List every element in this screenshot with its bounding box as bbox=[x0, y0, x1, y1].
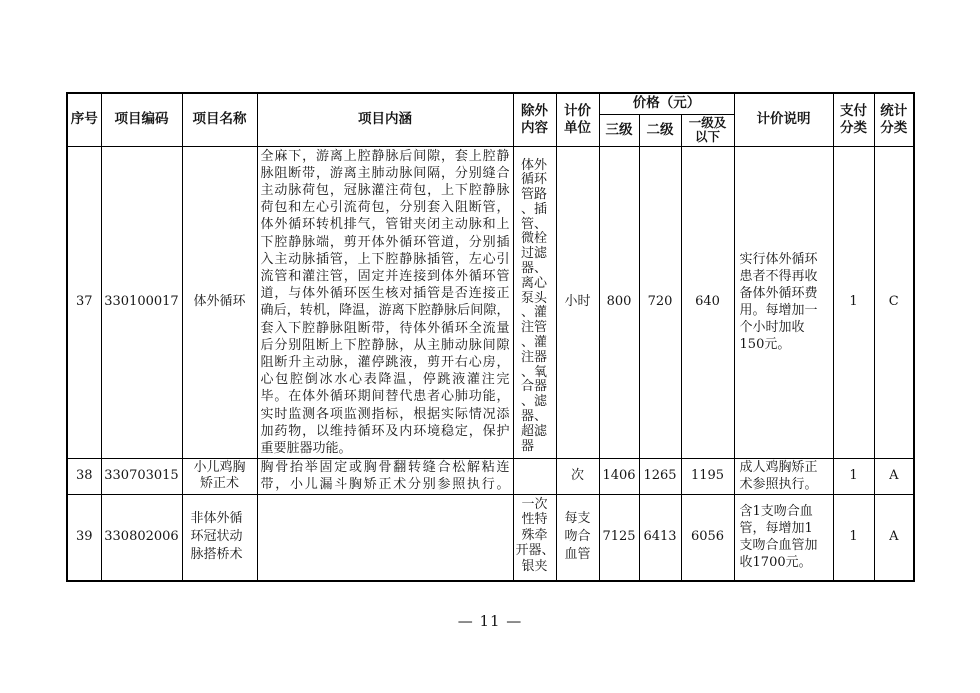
row-stat-class: A bbox=[874, 494, 914, 581]
table-header bbox=[67, 93, 914, 146]
row-name bbox=[182, 458, 257, 494]
row-payment-class: 1 bbox=[833, 458, 874, 494]
name-line: 环冠状动 bbox=[190, 529, 243, 545]
row-price-level1: 640 bbox=[681, 146, 734, 458]
content-line: 阻断升主动脉，灌停跳液，剪开右心房， bbox=[260, 354, 510, 370]
unit-line: 每支 bbox=[564, 511, 591, 527]
content-line: 心包腔倒冰水心表降温，停跳液灌注完 bbox=[260, 372, 510, 388]
row-seq: 38 bbox=[67, 458, 101, 494]
content-line: 主动脉荷包，冠脉灌注荷包，上下腔静脉 bbox=[260, 182, 510, 198]
row-code: 330802006 bbox=[101, 494, 182, 581]
header-stat-line: 统计 bbox=[880, 102, 908, 119]
name-line: 小儿鸡胸 bbox=[193, 460, 246, 475]
row-unit bbox=[556, 494, 599, 581]
excluded-line: 殊牵 bbox=[521, 527, 548, 543]
table-row bbox=[67, 494, 914, 581]
row-stat-class: C bbox=[874, 146, 914, 458]
row-unit: 小时 bbox=[556, 146, 599, 458]
header-unit-line: 单位 bbox=[564, 119, 591, 136]
note-line: 管，每增加1 bbox=[739, 521, 813, 537]
row-price-level3: 1406 bbox=[599, 458, 639, 494]
header-level1-line: 以下 bbox=[695, 129, 721, 144]
content-line: 带，小儿漏斗胸矫正术分别参照执行。 bbox=[260, 477, 510, 492]
unit-line: 吻合 bbox=[564, 529, 591, 545]
header-payment-line: 分类 bbox=[840, 119, 868, 136]
header-payment-line: 支付 bbox=[840, 102, 868, 119]
row-code: 330703015 bbox=[101, 458, 182, 494]
header-row-1 bbox=[67, 93, 914, 114]
content-line: 胸骨抬举固定或胸骨翻转缝合松解粘连 bbox=[260, 459, 510, 475]
row-name: 体外循环 bbox=[182, 146, 257, 458]
row-price-level2: 6413 bbox=[639, 494, 681, 581]
header-level2: 二级 bbox=[639, 114, 681, 146]
row-content bbox=[257, 458, 513, 494]
note-line: 个小时加收 bbox=[739, 320, 805, 335]
content-line: 毕。在体外循环期间替代患者心肺功能， bbox=[260, 389, 510, 405]
row-price-level3: 800 bbox=[599, 146, 639, 458]
row-price-level3: 7125 bbox=[599, 494, 639, 581]
header-excluded-line: 除外 bbox=[521, 102, 548, 119]
content-line: 后分别阻断上下腔静脉，从主肺动脉间隙 bbox=[260, 337, 510, 353]
header-note: 计价说明 bbox=[734, 93, 833, 146]
row-excluded bbox=[513, 494, 556, 581]
note-line: 备体外循环费 bbox=[739, 286, 818, 301]
note-line: 收1700元。 bbox=[739, 555, 812, 571]
header-code: 项目编码 bbox=[101, 93, 182, 146]
content-line: 下腔静脉端，剪开体外循环管道，分别插 bbox=[260, 234, 510, 250]
content-line: 脉阻断带，游离主肺动脉间隔，分别缝合 bbox=[260, 165, 510, 181]
content-line: 全麻下，游离上腔静脉后间隙，套上腔静 bbox=[260, 148, 510, 164]
row-content bbox=[257, 146, 513, 458]
note-line: 用。每增加一 bbox=[739, 303, 818, 318]
row-seq: 39 bbox=[67, 494, 101, 581]
content-line: 道，与体外循环医生核对插管是否连接正 bbox=[260, 286, 510, 302]
content-line: 重要脏器功能。 bbox=[260, 440, 352, 456]
unit-line: 血管 bbox=[564, 547, 591, 563]
note-line: 150元。 bbox=[739, 337, 791, 352]
content-line: 体外循环转机排气，管钳夹闭主动脉和上 bbox=[260, 217, 510, 233]
note-line: 成人鸡胸矫正 bbox=[739, 460, 818, 475]
excluded-text: 体外循环管路、插管、微栓过滤器、离心泵头、灌注管、灌注器、氧合器、滤器、超滤器 bbox=[521, 157, 548, 454]
row-payment-class: 1 bbox=[833, 494, 874, 581]
header-level1-line: 一级及 bbox=[688, 115, 727, 130]
row-note bbox=[734, 146, 833, 458]
table-row bbox=[67, 146, 914, 458]
row-price-level1: 1195 bbox=[681, 458, 734, 494]
name-line: 脉搭桥术 bbox=[190, 547, 243, 563]
excluded-line: 性特 bbox=[521, 512, 548, 527]
row-note bbox=[734, 494, 833, 581]
header-level1 bbox=[681, 114, 734, 146]
row-code: 330100017 bbox=[101, 146, 182, 458]
content-line: 流管和灌注管，固定并连接到体外循环管 bbox=[260, 268, 510, 284]
row-seq: 37 bbox=[67, 146, 101, 458]
row-unit: 次 bbox=[556, 458, 599, 494]
header-unit bbox=[556, 93, 599, 146]
content-line: 入主动脉插管，上下腔静脉插管，左心引 bbox=[260, 251, 510, 267]
header-excluded bbox=[513, 93, 556, 146]
row-name bbox=[182, 494, 257, 581]
table-row bbox=[67, 458, 914, 494]
row-price-level1: 6056 bbox=[681, 494, 734, 581]
note-line: 支吻合血管加 bbox=[739, 538, 818, 554]
row-payment-class: 1 bbox=[833, 146, 874, 458]
header-excluded-line: 内容 bbox=[521, 119, 548, 136]
note-line: 实行体外循环 bbox=[739, 252, 818, 267]
row-excluded bbox=[513, 146, 556, 458]
content-line: 确后，转机，降温，游离下腔静脉后间隙， bbox=[260, 303, 510, 319]
header-stat-line: 分类 bbox=[880, 119, 908, 136]
table-body bbox=[67, 146, 914, 581]
header-name: 项目名称 bbox=[182, 93, 257, 146]
header-level3: 三级 bbox=[599, 114, 639, 146]
header-stat-class bbox=[874, 93, 914, 146]
row-price-level2: 720 bbox=[639, 146, 681, 458]
excluded-line: 开器、 bbox=[515, 543, 555, 558]
note-line: 术参照执行。 bbox=[739, 477, 818, 492]
note-line: 患者不得再收 bbox=[739, 269, 818, 284]
content-line: 荷包和左心引流荷包，分别套入阻断管， bbox=[260, 200, 510, 216]
content-line: 套入下腔静脉阻断带，待体外循环全流量 bbox=[260, 320, 510, 336]
excluded-line: 银夹 bbox=[521, 558, 548, 574]
price-table bbox=[66, 92, 915, 582]
row-stat-class: A bbox=[874, 458, 914, 494]
header-unit-line: 计价 bbox=[564, 102, 591, 119]
name-line: 矫正术 bbox=[199, 476, 239, 491]
row-note bbox=[734, 458, 833, 494]
content-line: 加药物，以维持循环及内环境稳定，保护 bbox=[260, 423, 510, 439]
row-price-level2: 1265 bbox=[639, 458, 681, 494]
page-number: — 11 — bbox=[457, 612, 523, 630]
header-seq: 序号 bbox=[67, 93, 101, 146]
header-content: 项目内涵 bbox=[257, 93, 513, 146]
excluded-line: 一次 bbox=[521, 496, 548, 512]
note-line: 含1支吻合血 bbox=[739, 504, 813, 520]
name-line: 非体外循 bbox=[190, 511, 243, 527]
row-excluded bbox=[513, 458, 556, 494]
content-line: 实时监测各项监测指标，根据实际情况添 bbox=[260, 406, 510, 422]
header-payment-class bbox=[833, 93, 874, 146]
header-price-group: 价格（元） bbox=[599, 93, 734, 114]
row-content bbox=[257, 494, 513, 581]
